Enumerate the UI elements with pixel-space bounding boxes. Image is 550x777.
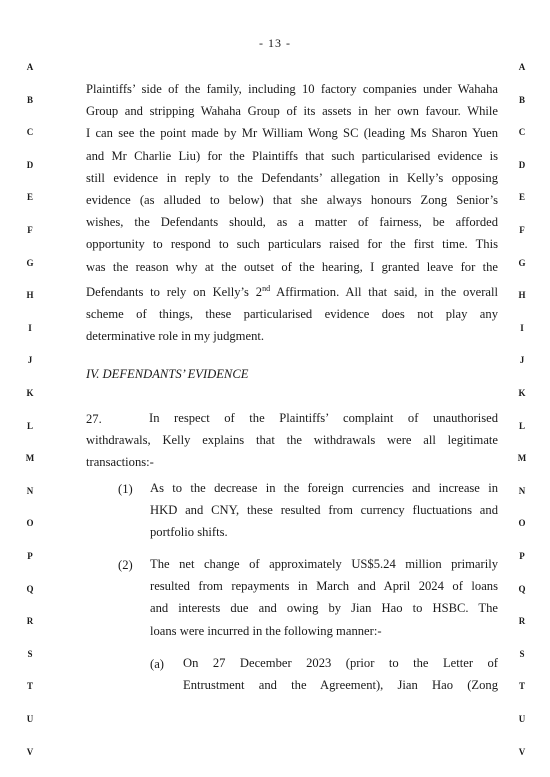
right-margin-letter: Q bbox=[518, 584, 526, 594]
left-margin-letter: O bbox=[26, 518, 34, 528]
right-margin-letter: P bbox=[519, 551, 525, 561]
body-line: evidence (as alluded to below) that she always honours Zong Senior’s bbox=[86, 193, 498, 208]
right-margin-letter: N bbox=[518, 486, 526, 496]
item-2 bbox=[150, 553, 498, 642]
right-margin-letter: D bbox=[518, 160, 526, 170]
left-margin-letter: B bbox=[26, 95, 33, 105]
right-margin-letter: C bbox=[518, 127, 526, 137]
body-line: Group and stripping Wahaha Group of its assets in her own favour. While bbox=[86, 104, 498, 119]
right-margin-letter: H bbox=[518, 290, 526, 300]
right-margin-letter: K bbox=[518, 388, 526, 398]
right-margin-letter: R bbox=[518, 616, 526, 626]
body-line: wishes, the Defendants should, as a matter of fairness, be afforded bbox=[86, 215, 498, 230]
right-margin-letter: I bbox=[520, 323, 524, 333]
body-line: resulted from repayments in March and April 2024 of loans bbox=[150, 579, 498, 594]
paragraph-27 bbox=[86, 407, 498, 474]
left-margin-letter: R bbox=[26, 616, 34, 626]
left-margin-letter: N bbox=[26, 486, 34, 496]
left-margin-letter: V bbox=[26, 747, 34, 757]
left-margin-letter: L bbox=[26, 421, 33, 431]
body-line: Defendants to rely on Kelly’s 2nd Affirmation. All that said, in the overall bbox=[86, 283, 498, 300]
item-label: (1) bbox=[118, 482, 133, 496]
right-margin-letter: J bbox=[519, 355, 525, 365]
body-line: and interests due and owing by Jian Hao to HSBC. The bbox=[150, 601, 498, 616]
right-margin-letter: L bbox=[518, 421, 525, 431]
left-margin-letter: H bbox=[26, 290, 34, 300]
body-line: transactions:- bbox=[86, 455, 154, 470]
sub-item-label: (a) bbox=[150, 657, 164, 671]
body-line: withdrawals, Kelly explains that the withdrawals were all legitimate bbox=[86, 433, 498, 448]
body-line: In respect of the Plaintiffs’ complaint of unauthorised bbox=[149, 411, 498, 425]
body-line: portfolio shifts. bbox=[150, 525, 228, 540]
left-margin-letter: T bbox=[26, 681, 33, 691]
right-margin-letter: F bbox=[519, 225, 525, 235]
right-margin-letter: M bbox=[517, 453, 527, 463]
left-margin-letter: E bbox=[26, 192, 33, 202]
body-line: loans were incurred in the following manner:- bbox=[150, 623, 382, 638]
left-margin-letter: M bbox=[25, 453, 35, 463]
right-margin-letter: U bbox=[518, 714, 526, 724]
left-margin-letter: G bbox=[26, 258, 34, 268]
right-margin-letter: S bbox=[519, 649, 525, 659]
left-margin-letter: A bbox=[26, 62, 34, 72]
right-margin-letter: O bbox=[518, 518, 526, 528]
body-line: On 27 December 2023 (prior to the Letter of bbox=[183, 656, 498, 670]
left-margin-letter: D bbox=[26, 160, 34, 170]
right-margin-letter: G bbox=[518, 258, 526, 268]
body-line: still evidence in reply to the Defendants’ allegation in Kelly’s opposing bbox=[86, 170, 498, 185]
section-heading: IV. DEFENDANTS’ EVIDENCE bbox=[86, 367, 249, 381]
right-margin-letter: V bbox=[518, 747, 526, 757]
left-margin-letter: S bbox=[27, 649, 33, 659]
body-line: Plaintiffs’ side of the family, including 10 factory companies under Wahaha bbox=[86, 82, 498, 96]
left-margin-letter: J bbox=[27, 355, 33, 365]
right-margin-letter: B bbox=[518, 95, 525, 105]
left-margin-letter: I bbox=[28, 323, 32, 333]
body-line: determinative role in my judgment. bbox=[86, 329, 265, 344]
body-line: scheme of things, these particularised evidence does not play any bbox=[86, 307, 498, 322]
left-margin-letter: K bbox=[26, 388, 34, 398]
right-margin-letter: A bbox=[518, 62, 526, 72]
right-margin-letter: E bbox=[518, 192, 525, 202]
body-line: The net change of approximately US$5.24 million primarily bbox=[150, 557, 498, 571]
right-margin-letter: T bbox=[518, 681, 525, 691]
paragraph-number: 27. bbox=[86, 412, 102, 426]
item-label: (2) bbox=[118, 558, 133, 572]
body-line: opportunity to respond to such particulars raised for the first time. This bbox=[86, 237, 498, 252]
body-line: was the reason why at the outset of the hearing, I granted leave for the bbox=[86, 259, 498, 274]
left-margin-letter: P bbox=[27, 551, 33, 561]
continuation-paragraph bbox=[86, 78, 498, 348]
left-margin-letter: Q bbox=[26, 584, 34, 594]
item-1 bbox=[150, 477, 498, 544]
left-margin-letter: U bbox=[26, 714, 34, 724]
page-number: - 13 - bbox=[259, 36, 291, 50]
left-margin-letter: C bbox=[26, 127, 34, 137]
body-line: and Mr Charlie Liu) for the Plaintiffs that such particularised evidence is bbox=[86, 148, 498, 163]
left-margin-letter: F bbox=[27, 225, 33, 235]
body-line: Entrustment and the Agreement), Jian Hao (Zong bbox=[183, 678, 498, 693]
body-line: HKD and CNY, these resulted from currency fluctuations and bbox=[150, 503, 498, 518]
sub-item-a bbox=[183, 652, 498, 696]
body-line: As to the decrease in the foreign currencies and increase in bbox=[150, 481, 498, 495]
body-line: I can see the point made by Mr William Wong SC (leading Ms Sharon Yuen bbox=[86, 126, 498, 141]
